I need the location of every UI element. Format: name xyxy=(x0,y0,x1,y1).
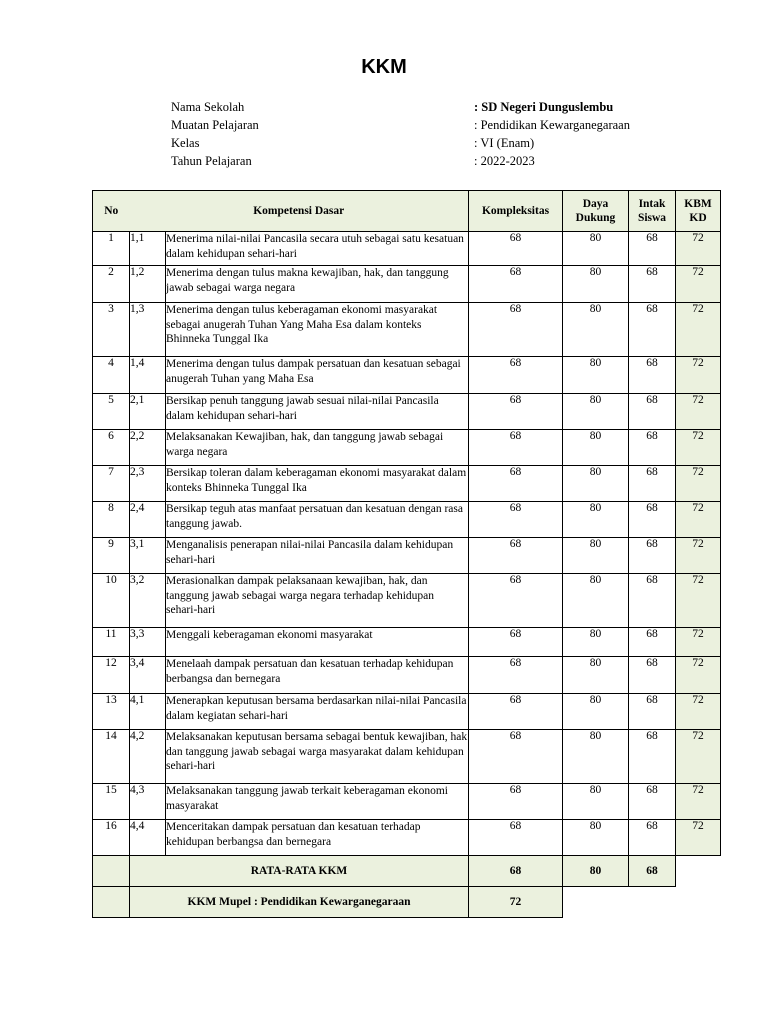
kompleksitas-value: 68 xyxy=(469,628,563,657)
kbm-kd-value: 72 xyxy=(676,820,721,856)
kbm-kd-value: 72 xyxy=(676,266,721,303)
school-info xyxy=(171,100,731,172)
table-row xyxy=(93,694,721,730)
info-row-class xyxy=(171,136,731,154)
daya-dukung-value: 80 xyxy=(563,357,629,394)
row-number: 14 xyxy=(93,730,130,784)
intak-siswa-value: 68 xyxy=(629,628,676,657)
intak-siswa-value: 68 xyxy=(629,232,676,266)
info-label: Muatan Pelajaran xyxy=(171,118,259,132)
rata-rata-kompleksitas: 68 xyxy=(469,856,563,887)
intak-siswa-value: 68 xyxy=(629,303,676,357)
header-kompetensi-dasar: Kompetensi Dasar xyxy=(130,191,469,232)
kd-number: 4,4 xyxy=(130,820,166,856)
kd-description: Melaksanakan keputusan bersama sebagai bentuk kewajiban, hak dan tanggung jawab sebagai warga masyarakat dalam kehidupan sehari-hari xyxy=(166,730,469,784)
kbm-kd-value: 72 xyxy=(676,303,721,357)
kompleksitas-value: 68 xyxy=(469,784,563,820)
table-row xyxy=(93,303,721,357)
intak-siswa-value: 68 xyxy=(629,574,676,628)
daya-dukung-value: 80 xyxy=(563,694,629,730)
kompleksitas-value: 68 xyxy=(469,538,563,574)
kd-description: Menganalisis penerapan nilai-nilai Pancasila dalam kehidupan sehari-hari xyxy=(166,538,469,574)
table-row xyxy=(93,394,721,430)
table-row xyxy=(93,538,721,574)
rata-rata-row xyxy=(93,856,721,887)
kbm-kd-value: 72 xyxy=(676,357,721,394)
intak-siswa-value: 68 xyxy=(629,694,676,730)
intak-siswa-value: 68 xyxy=(629,430,676,466)
intak-siswa-value: 68 xyxy=(629,657,676,694)
kd-description: Menerapkan keputusan bersama berdasarkan nilai-nilai Pancasila dalam kegiatan sehari-hari xyxy=(166,694,469,730)
table-row xyxy=(93,784,721,820)
kkm-mapel-value: 72 xyxy=(469,887,563,918)
kd-description: Menerima dengan tulus dampak persatuan dan kesatuan sebagai anugerah Tuhan yang Maha Esa xyxy=(166,357,469,394)
kd-description: Bersikap penuh tanggung jawab sesuai nilai-nilai Pancasila dalam kehidupan sehari-hari xyxy=(166,394,469,430)
table-row xyxy=(93,430,721,466)
info-label: Tahun Pelajaran xyxy=(171,154,252,168)
row-number: 15 xyxy=(93,784,130,820)
row-number: 10 xyxy=(93,574,130,628)
header-kbm-kd: KBM KD xyxy=(676,191,721,232)
kompleksitas-value: 68 xyxy=(469,820,563,856)
kompleksitas-value: 68 xyxy=(469,466,563,502)
row-number: 2 xyxy=(93,266,130,303)
row-number: 16 xyxy=(93,820,130,856)
kkm-mapel-spacer xyxy=(93,887,130,918)
kompleksitas-value: 68 xyxy=(469,430,563,466)
info-row-subject xyxy=(171,118,731,136)
daya-dukung-value: 80 xyxy=(563,657,629,694)
intak-siswa-value: 68 xyxy=(629,266,676,303)
kbm-kd-value: 72 xyxy=(676,538,721,574)
row-number: 1 xyxy=(93,232,130,266)
row-number: 11 xyxy=(93,628,130,657)
kompleksitas-value: 68 xyxy=(469,657,563,694)
info-label: Kelas xyxy=(171,136,200,150)
row-number: 12 xyxy=(93,657,130,694)
rata-rata-intak-siswa: 68 xyxy=(629,856,676,887)
kd-description: Bersikap toleran dalam keberagaman ekonomi masyarakat dalam konteks Bhinneka Tunggal Ika xyxy=(166,466,469,502)
row-number: 7 xyxy=(93,466,130,502)
daya-dukung-value: 80 xyxy=(563,303,629,357)
kd-description: Menelaah dampak persatuan dan kesatuan terhadap kehidupan berbangsa dan bernegara xyxy=(166,657,469,694)
row-number: 4 xyxy=(93,357,130,394)
kbm-kd-value: 72 xyxy=(676,502,721,538)
header-daya-dukung: Daya Dukung xyxy=(563,191,629,232)
kd-description: Melaksanakan tanggung jawab terkait keberagaman ekonomi masyarakat xyxy=(166,784,469,820)
daya-dukung-value: 80 xyxy=(563,466,629,502)
intak-siswa-value: 68 xyxy=(629,357,676,394)
info-value: : 2022-2023 xyxy=(474,154,535,168)
table-row xyxy=(93,232,721,266)
daya-dukung-value: 80 xyxy=(563,538,629,574)
kd-description: Melaksanakan Kewajiban, hak, dan tanggung jawab sebagai warga negara xyxy=(166,430,469,466)
kd-number: 2,1 xyxy=(130,394,166,430)
kompleksitas-value: 68 xyxy=(469,232,563,266)
kompleksitas-value: 68 xyxy=(469,694,563,730)
empty-cell xyxy=(676,856,721,887)
kbm-kd-value: 72 xyxy=(676,657,721,694)
kd-number: 4,3 xyxy=(130,784,166,820)
row-number: 6 xyxy=(93,430,130,466)
table-row xyxy=(93,657,721,694)
table-row xyxy=(93,730,721,784)
kkm-mapel-row xyxy=(93,887,721,918)
kd-number: 3,2 xyxy=(130,574,166,628)
rata-rata-daya-dukung: 80 xyxy=(563,856,629,887)
header-no: No xyxy=(93,191,130,232)
kd-number: 3,1 xyxy=(130,538,166,574)
table-row xyxy=(93,357,721,394)
intak-siswa-value: 68 xyxy=(629,784,676,820)
kd-number: 3,4 xyxy=(130,657,166,694)
kd-number: 1,3 xyxy=(130,303,166,357)
kbm-kd-value: 72 xyxy=(676,394,721,430)
empty-cell xyxy=(563,887,629,918)
table-header-row xyxy=(93,191,721,232)
info-value: : Pendidikan Kewarganegaraan xyxy=(474,118,630,132)
kbm-kd-value: 72 xyxy=(676,784,721,820)
kd-description: Merasionalkan dampak pelaksanaan kewajiban, hak, dan tanggung jawab sebagai warga negara terhadap kehidupan sehari-hari xyxy=(166,574,469,628)
table-row xyxy=(93,502,721,538)
row-number: 3 xyxy=(93,303,130,357)
daya-dukung-value: 80 xyxy=(563,266,629,303)
kd-description: Menceritakan dampak persatuan dan kesatuan terhadap kehidupan berbangsa dan bernegara xyxy=(166,820,469,856)
daya-dukung-value: 80 xyxy=(563,628,629,657)
kompleksitas-value: 68 xyxy=(469,357,563,394)
info-label: Nama Sekolah xyxy=(171,100,245,114)
info-value: : SD Negeri Dunguslembu xyxy=(474,100,614,114)
table-row xyxy=(93,574,721,628)
table-row xyxy=(93,820,721,856)
kbm-kd-value: 72 xyxy=(676,430,721,466)
daya-dukung-value: 80 xyxy=(563,820,629,856)
rata-rata-label: RATA-RATA KKM xyxy=(130,856,469,887)
row-number: 9 xyxy=(93,538,130,574)
daya-dukung-value: 80 xyxy=(563,394,629,430)
daya-dukung-value: 80 xyxy=(563,784,629,820)
daya-dukung-value: 80 xyxy=(563,730,629,784)
header-kompleksitas: Kompleksitas xyxy=(469,191,563,232)
kd-number: 1,2 xyxy=(130,266,166,303)
kbm-kd-value: 72 xyxy=(676,232,721,266)
row-number: 8 xyxy=(93,502,130,538)
kkm-mapel-label: KKM Mupel : Pendidikan Kewarganegaraan xyxy=(130,887,469,918)
daya-dukung-value: 80 xyxy=(563,574,629,628)
kd-number: 2,4 xyxy=(130,502,166,538)
kd-description: Bersikap teguh atas manfaat persatuan dan kesatuan dengan rasa tanggung jawab. xyxy=(166,502,469,538)
table-row xyxy=(93,266,721,303)
kbm-kd-value: 72 xyxy=(676,574,721,628)
kompleksitas-value: 68 xyxy=(469,303,563,357)
info-row-year xyxy=(171,154,731,172)
kompleksitas-value: 68 xyxy=(469,730,563,784)
kd-description: Menerima nilai-nilai Pancasila secara utuh sebagai satu kesatuan dalam kehidupan sehari-hari xyxy=(166,232,469,266)
kd-number: 1,4 xyxy=(130,357,166,394)
header-intak-siswa: Intak Siswa xyxy=(629,191,676,232)
empty-cell xyxy=(629,887,676,918)
intak-siswa-value: 68 xyxy=(629,502,676,538)
kd-description: Menerima dengan tulus makna kewajiban, hak, dan tanggung jawab sebagai warga negara xyxy=(166,266,469,303)
kd-number: 2,2 xyxy=(130,430,166,466)
kd-number: 3,3 xyxy=(130,628,166,657)
kd-description: Menggali keberagaman ekonomi masyarakat xyxy=(166,628,469,657)
kompleksitas-value: 68 xyxy=(469,502,563,538)
kbm-kd-value: 72 xyxy=(676,730,721,784)
kd-number: 4,2 xyxy=(130,730,166,784)
kompleksitas-value: 68 xyxy=(469,574,563,628)
table-row xyxy=(93,628,721,657)
kompleksitas-value: 68 xyxy=(469,266,563,303)
kbm-kd-value: 72 xyxy=(676,694,721,730)
kd-description: Menerima dengan tulus keberagaman ekonomi masyarakat sebagai anugerah Tuhan Yang Maha Esa dalam konteks Bhinneka Tunggal Ika xyxy=(166,303,469,357)
intak-siswa-value: 68 xyxy=(629,820,676,856)
kd-number: 2,3 xyxy=(130,466,166,502)
document-title: KKM xyxy=(361,56,407,78)
row-number: 5 xyxy=(93,394,130,430)
info-row-school xyxy=(171,100,731,118)
intak-siswa-value: 68 xyxy=(629,466,676,502)
row-number: 13 xyxy=(93,694,130,730)
kkm-table xyxy=(92,190,721,918)
intak-siswa-value: 68 xyxy=(629,538,676,574)
rata-rata-spacer xyxy=(93,856,130,887)
table-row xyxy=(93,466,721,502)
intak-siswa-value: 68 xyxy=(629,394,676,430)
daya-dukung-value: 80 xyxy=(563,232,629,266)
info-value: : VI (Enam) xyxy=(474,136,535,150)
kd-number: 1,1 xyxy=(130,232,166,266)
daya-dukung-value: 80 xyxy=(563,502,629,538)
kompleksitas-value: 68 xyxy=(469,394,563,430)
intak-siswa-value: 68 xyxy=(629,730,676,784)
kbm-kd-value: 72 xyxy=(676,466,721,502)
empty-cell xyxy=(676,887,721,918)
kbm-kd-value: 72 xyxy=(676,628,721,657)
daya-dukung-value: 80 xyxy=(563,430,629,466)
kd-number: 4,1 xyxy=(130,694,166,730)
